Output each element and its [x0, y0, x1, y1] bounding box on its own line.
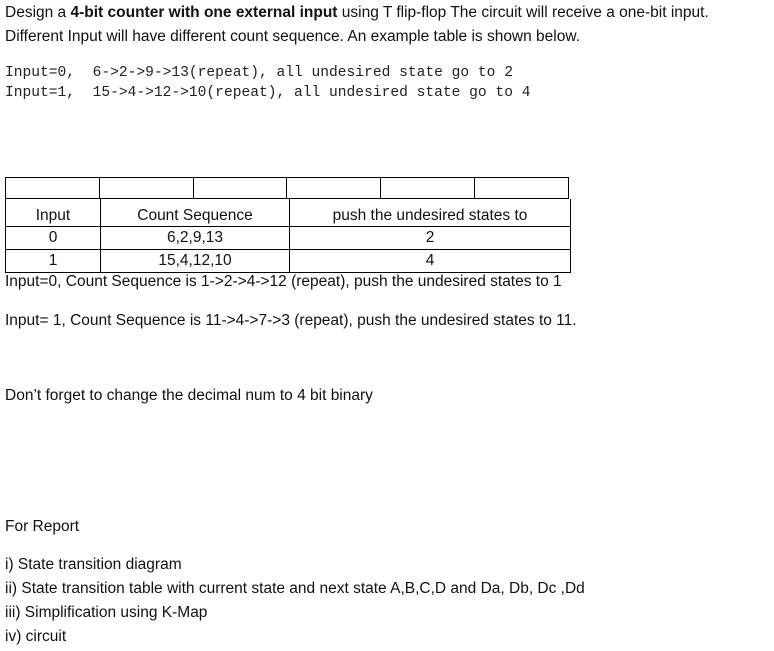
header-push-undesired: push the undesired states to: [290, 199, 571, 227]
report-title: For Report: [5, 518, 80, 535]
example-code-line-2: Input=1, 15->4->12->10(repeat), all undesired state go to 4: [5, 85, 531, 101]
table-row: [6, 250, 571, 273]
intro-line-2: Different Input will have different count sequence. An example table is shown below.: [5, 28, 581, 45]
assignment-line-2: Input= 1, Count Sequence is 11->4->7->3 (repeat), push the undesired states to 11.: [5, 312, 577, 329]
intro-line-1-bold: 4-bit counter with one external input: [70, 4, 338, 21]
report-item-4: iv) circuit: [5, 628, 67, 645]
intro-line-1-rest: using T flip-flop The circuit will receive a one-bit input.: [337, 4, 709, 21]
count-sequence-table: [5, 199, 571, 273]
intro-line-1-prefix: Design a: [5, 4, 71, 21]
table-cell: 2: [290, 227, 571, 250]
table-cell: 6,2,9,13: [101, 227, 290, 250]
header-count-sequence: Count Sequence: [101, 199, 290, 227]
report-item-2: ii) State transition table with current state and next state A,B,C,D and Da, Db, Dc ,Dd: [5, 580, 585, 597]
assignment-line-1: Input=0, Count Sequence is 1->2->4->12 (repeat), push the undesired states to 1: [5, 273, 562, 290]
report-item-1: i) State transition diagram: [5, 556, 182, 573]
table-cell: 15,4,12,10: [101, 250, 290, 273]
table-cell: 1: [6, 250, 101, 273]
report-item-3: iii) Simplification using K-Map: [5, 604, 208, 621]
table-cell: 0: [6, 227, 101, 250]
intro-line-1: [5, 3, 709, 23]
reminder-text: Don’t forget to change the decimal num to 4 bit binary: [5, 387, 373, 404]
empty-grid-row: [5, 177, 569, 199]
table-row: [6, 227, 571, 250]
example-code-line-1: Input=0, 6->2->9->13(repeat), all undesired state go to 2: [5, 65, 513, 81]
table-cell: 4: [290, 250, 571, 273]
header-input: Input: [6, 199, 101, 227]
table-header-row: [6, 199, 571, 227]
